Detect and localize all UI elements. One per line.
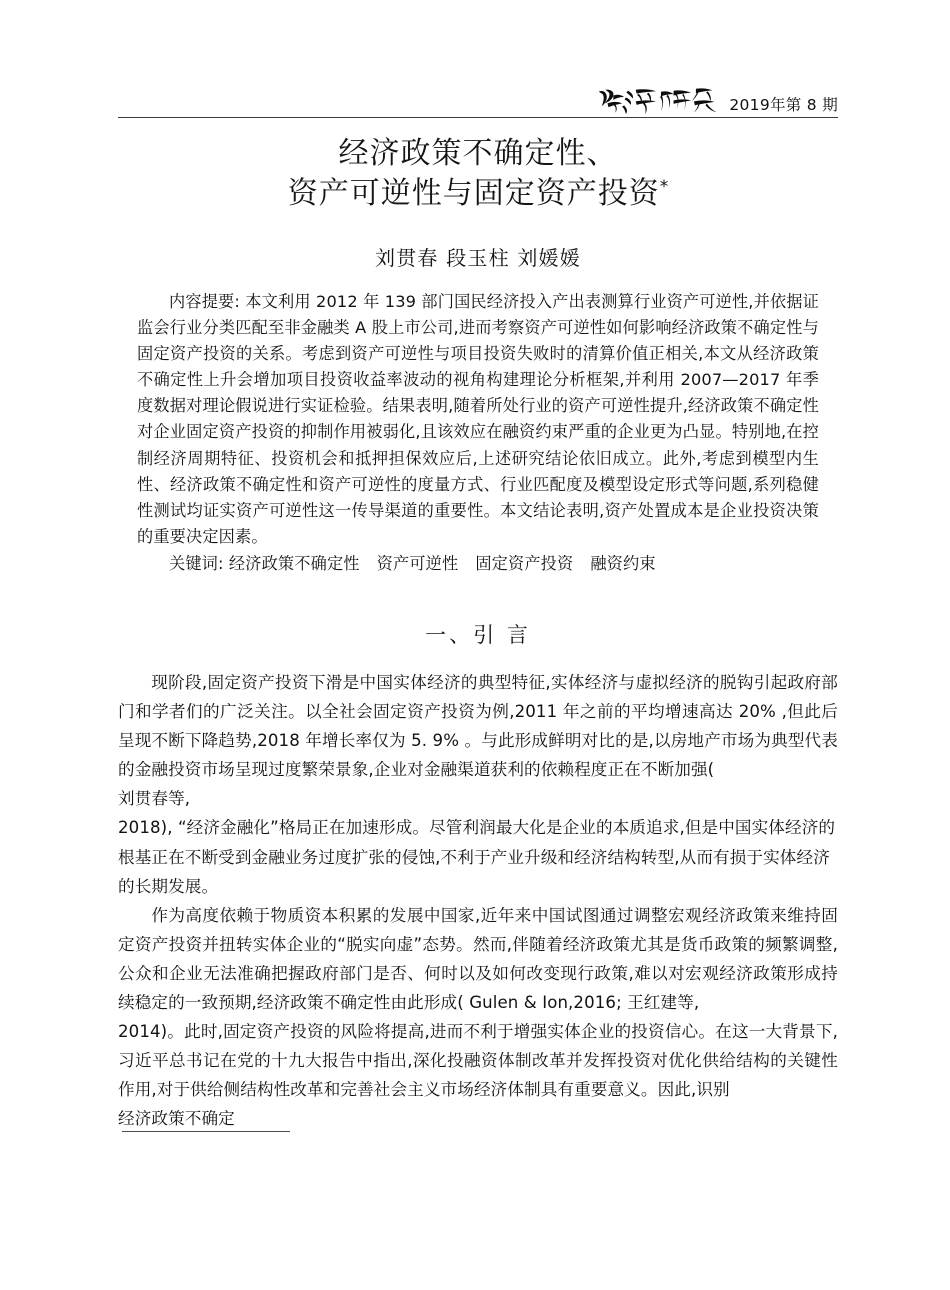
abstract-label: 内容提要: [169, 292, 240, 311]
body-paragraph-1-part-a: 现阶段,固定资产投资下滑是中国实体经济的典型特征,实体经济与虚拟经济的脱钩引起政府部门和学者们的广泛关注。以全社会固定资产投资为例,2011 年之前的平均增速高达 20% ,但此后呈现不断下降趋势,2018 年增长率仅为 5. 9% 。与此形成鲜明对比的是,以房地产市场为典型代表的金融投资市场呈现过度繁荣景象,企业对金融渠道获利的依赖程度正在不断加强( [118, 673, 838, 780]
footnote-separator [122, 1131, 290, 1132]
body-paragraph-2-part-a: 作为高度依赖于物质资本积累的发展中国家,近年来中国试图通过调整宏观经济政策来维持固定资产投资并扭转实体企业的“脱实向虚”态势。然而,伴随着经济政策尤其是货币政策的频繁调整,公众和企业无法准确把握政府部门是否、何时以及如何改变现行政策,难以对宏观经济政策形成持续稳定的一致预期,经济政策不确定性由此形成( Gulen & Ion,2016; 王红建等, [118, 905, 838, 1013]
page-title-line-2 [118, 174, 838, 214]
author-list: 刘贯春 段玉柱 刘媛媛 [375, 246, 581, 270]
keyword-item: 资产可逆性 [376, 554, 459, 573]
abstract-text: 本文利用 2012 年 139 部门国民经济投入产出表测算行业资产可逆性,并依据证监会行业分类匹配至非金融类 A 股上市公司,进而考察资产可逆性如何影响经济政策不确定性与固定资产投资的关系。考虑到资产可逆性与项目投资失败时的清算价值正相关,本文从经济政策不确定性上升会增加项目投资收益率波动的视角构建理论分析框架,并利用 2007—2017 年季度数据对理论假说进行实证检验。结果表明,随着所处行业的资产可逆性提升,经济政策不确定性对企业固定资产投资的抑制作用被弱化,且该效应在融资约束严重的企业更为凸显。特别地,在控制经济周期特征、投资机会和抵押担保效应后,上述研究结论依旧成立。此外,考虑到模型内生性、经济政策不确定性和资产可逆性的度量方式、行业匹配度及模型设定形式等问题,系列稳健性测试均证实资产可逆性这一传导渠道的重要性。本文结论表明,资产处置成本是企业投资决策的重要决定因素。 [137, 292, 819, 546]
keyword-item: 经济政策不确定性 [228, 554, 360, 573]
body-paragraph-2 [118, 901, 838, 1017]
page-title-line-1: 经济政策不确定性、 [338, 136, 618, 171]
keyword-item: 固定资产投资 [475, 554, 574, 573]
body-paragraph-2-part-c: 经济政策不确定 [118, 1109, 235, 1129]
keywords-label: 关键词: [169, 554, 224, 573]
journal-masthead-logo-icon [595, 82, 723, 116]
title-footnote-marker: * [659, 177, 669, 197]
section-heading-introduction: 一、引 言 [425, 623, 531, 647]
abstract-paragraph [137, 289, 819, 550]
body-paragraph-1 [118, 668, 838, 784]
body-column [118, 668, 838, 1134]
keywords-block [137, 551, 819, 577]
page-title-line-2-text: 资产可逆性与固定资产投资 [287, 176, 660, 211]
body-paragraph-1-part-b: 刘贯春等, [118, 789, 191, 809]
issue-label: 2019年第 8 期 [729, 95, 838, 114]
body-paragraph-2-part-b: 2014)。此时,固定资产投资的风险将提高,进而不利于增强实体企业的投资信心。在这一大背景下,习近平总书记在党的十九大报告中指出,深化投融资体制改革并发挥投资对优化供给结构的关键性作用,对于供给侧结构性改革和完善社会主义市场经济体制具有重要意义。因此,识别 [118, 1022, 838, 1100]
header-divider [118, 117, 838, 118]
masthead [118, 74, 838, 116]
title-block [118, 134, 838, 272]
keyword-item: 融资约束 [590, 554, 656, 573]
body-paragraph-1-part-c: 2018), “经济金融化”格局正在加速形成。尽管利润最大化是企业的本质追求,但是中国实体经济的根基正在不断受到金融业务过度扩张的侵蚀,不利于产业升级和经济结构转型,从而有损于实体经济的长期发展。 [118, 818, 836, 896]
abstract-block [137, 289, 819, 550]
